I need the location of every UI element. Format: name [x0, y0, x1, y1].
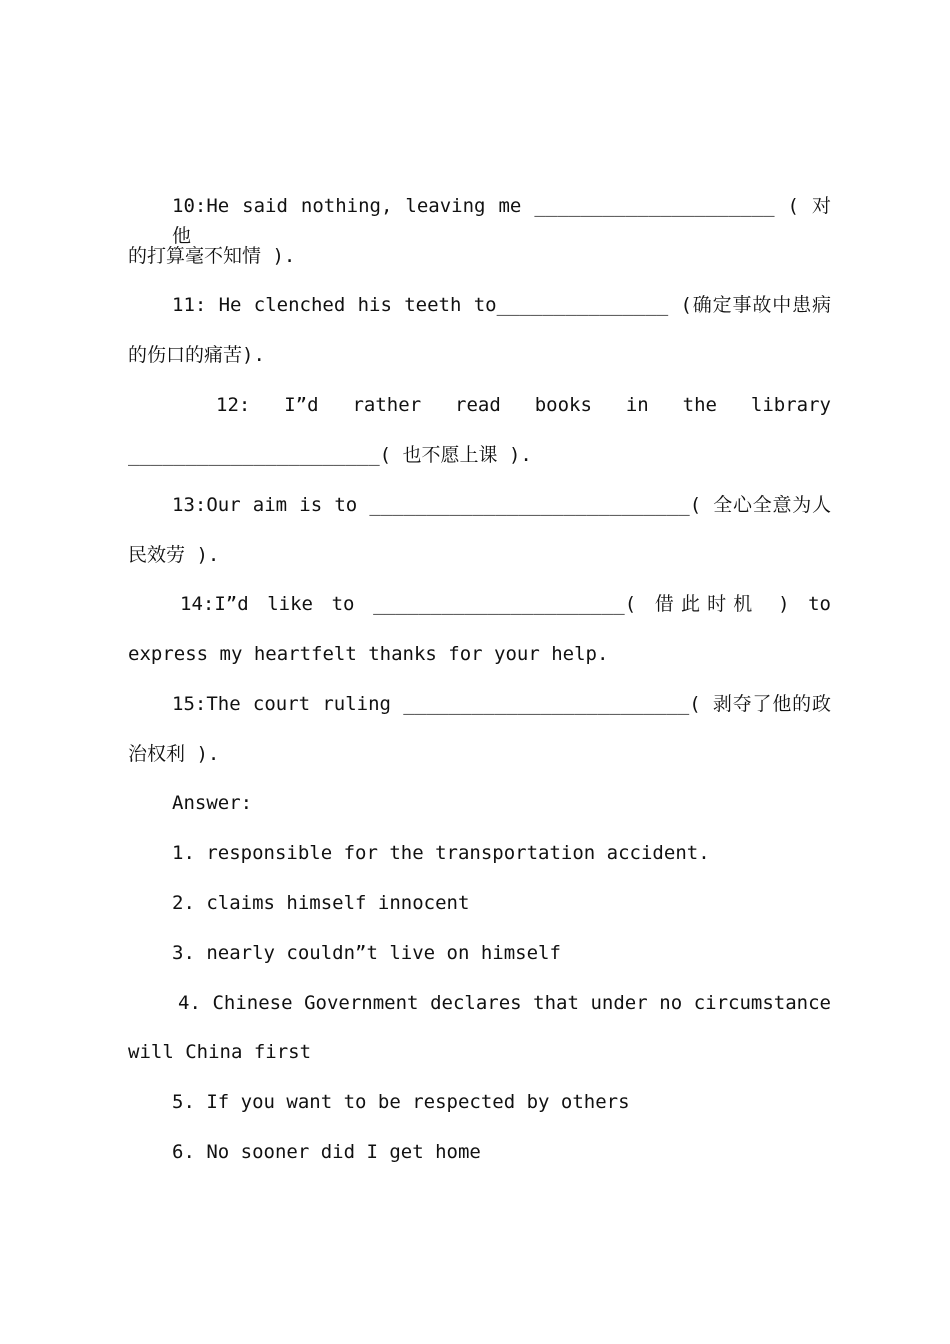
answer-heading: Answer:: [172, 792, 253, 814]
answer-3: 3. nearly couldn”t live on himself: [172, 942, 561, 964]
question-12-line-1: 12: I”d rather read books in the library: [216, 394, 831, 416]
question-15-line-2: 治权利 ).: [128, 743, 220, 765]
question-10-line-2: 的打算毫不知情 ).: [128, 245, 296, 267]
answer-4-line-1: 4. Chinese Government declares that under no circumstance: [178, 992, 831, 1014]
question-14-line-2: express my heartfelt thanks for your help.: [128, 643, 609, 665]
question-11-line-2: 的伤口的痛苦).: [128, 344, 265, 366]
question-11-line-1: 11: He clenched his teeth to_______________ (确定事故中患病: [172, 294, 831, 316]
question-13-line-2: 民效劳 ).: [128, 544, 220, 566]
question-10-line-1: 10:He said nothing, leaving me _____________________ ( 对他: [172, 195, 831, 247]
answer-5: 5. If you want to be respected by others: [172, 1091, 630, 1113]
question-14-line-1: 14:I”d like to ______________________( 借此时机 ) to: [180, 593, 831, 615]
question-13-line-1: 13:Our aim is to ____________________________( 全心全意为人: [172, 494, 831, 516]
answer-2: 2. claims himself innocent: [172, 892, 470, 914]
answer-1: 1. responsible for the transportation accident.: [172, 842, 710, 864]
answer-6: 6. No sooner did I get home: [172, 1141, 481, 1163]
question-15-line-1: 15:The court ruling _________________________( 剥夺了他的政: [172, 693, 831, 715]
answer-4-line-2: will China first: [128, 1041, 312, 1063]
question-12-line-2: ______________________( 也不愿上课 ).: [128, 444, 532, 466]
